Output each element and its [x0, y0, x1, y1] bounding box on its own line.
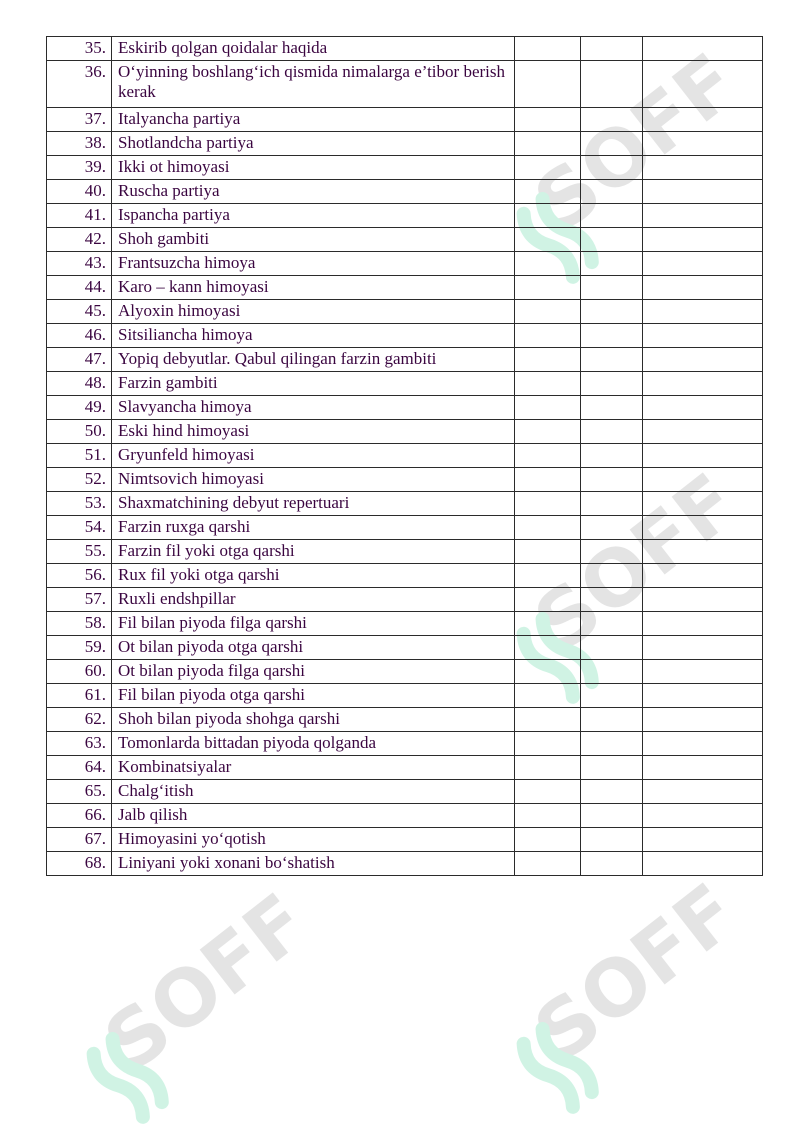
col-a-cell — [515, 108, 581, 132]
row-number: 56. — [47, 564, 112, 588]
topics-table-body — [47, 37, 763, 876]
watermark-logo-bottom-right — [490, 850, 760, 1130]
row-topic: Ispancha partiya — [112, 204, 515, 228]
row-topic: Chalg‘itish — [112, 780, 515, 804]
col-a-cell — [515, 396, 581, 420]
col-a-cell — [515, 372, 581, 396]
row-topic: Liniyani yoki xonani bo‘shatish — [112, 852, 515, 876]
col-a-cell — [515, 780, 581, 804]
col-c-cell — [643, 156, 763, 180]
row-number: 42. — [47, 228, 112, 252]
col-c-cell — [643, 804, 763, 828]
col-c-cell — [643, 348, 763, 372]
row-topic: Fil bilan piyoda filga qarshi — [112, 612, 515, 636]
col-c-cell — [643, 516, 763, 540]
col-b-cell — [581, 204, 643, 228]
topics-table — [46, 36, 763, 876]
table-row — [47, 324, 763, 348]
row-topic: Ikki ot himoyasi — [112, 156, 515, 180]
row-number: 53. — [47, 492, 112, 516]
row-topic: Tomonlarda bittadan piyoda qolganda — [112, 732, 515, 756]
col-b-cell — [581, 300, 643, 324]
table-row — [47, 37, 763, 61]
col-c-cell — [643, 108, 763, 132]
row-number: 35. — [47, 37, 112, 61]
row-number: 67. — [47, 828, 112, 852]
col-c-cell — [643, 756, 763, 780]
col-a-cell — [515, 516, 581, 540]
row-number: 43. — [47, 252, 112, 276]
col-c-cell — [643, 228, 763, 252]
row-topic: Rux fil yoki otga qarshi — [112, 564, 515, 588]
col-b-cell — [581, 372, 643, 396]
row-topic: Ruscha partiya — [112, 180, 515, 204]
col-a-cell — [515, 300, 581, 324]
row-number: 64. — [47, 756, 112, 780]
col-b-cell — [581, 588, 643, 612]
row-number: 51. — [47, 444, 112, 468]
row-number: 46. — [47, 324, 112, 348]
row-topic: Sitsiliancha himoya — [112, 324, 515, 348]
row-number: 41. — [47, 204, 112, 228]
row-number: 52. — [47, 468, 112, 492]
col-c-cell — [643, 132, 763, 156]
col-b-cell — [581, 516, 643, 540]
row-number: 54. — [47, 516, 112, 540]
col-b-cell — [581, 540, 643, 564]
row-number: 49. — [47, 396, 112, 420]
col-b-cell — [581, 468, 643, 492]
col-a-cell — [515, 420, 581, 444]
svg-text:SOFF: SOFF — [518, 867, 755, 1080]
row-number: 65. — [47, 780, 112, 804]
row-topic: Alyoxin himoyasi — [112, 300, 515, 324]
row-topic: Nimtsovich himoyasi — [112, 468, 515, 492]
col-c-cell — [643, 588, 763, 612]
col-c-cell — [643, 372, 763, 396]
row-topic: Farzin ruxga qarshi — [112, 516, 515, 540]
table-row — [47, 396, 763, 420]
col-c-cell — [643, 300, 763, 324]
table-row — [47, 732, 763, 756]
row-topic: Gryunfeld himoyasi — [112, 444, 515, 468]
col-b-cell — [581, 108, 643, 132]
col-c-cell — [643, 852, 763, 876]
col-c-cell — [643, 276, 763, 300]
watermark-logo-bottom-left — [60, 860, 330, 1140]
col-b-cell — [581, 612, 643, 636]
table-row — [47, 372, 763, 396]
col-c-cell — [643, 37, 763, 61]
table-row — [47, 780, 763, 804]
col-c-cell — [643, 780, 763, 804]
col-b-cell — [581, 756, 643, 780]
col-c-cell — [643, 564, 763, 588]
col-b-cell — [581, 61, 643, 108]
row-topic: Shoh bilan piyoda shohga qarshi — [112, 708, 515, 732]
row-number: 40. — [47, 180, 112, 204]
row-number: 44. — [47, 276, 112, 300]
table-row — [47, 61, 763, 108]
col-b-cell — [581, 156, 643, 180]
table-row — [47, 204, 763, 228]
table-row — [47, 348, 763, 372]
row-number: 57. — [47, 588, 112, 612]
col-c-cell — [643, 252, 763, 276]
table-row — [47, 516, 763, 540]
col-a-cell — [515, 132, 581, 156]
col-c-cell — [643, 468, 763, 492]
row-number: 48. — [47, 372, 112, 396]
svg-text:SOFF: SOFF — [518, 37, 755, 250]
table-row — [47, 564, 763, 588]
col-a-cell — [515, 852, 581, 876]
table-row — [47, 492, 763, 516]
col-a-cell — [515, 708, 581, 732]
table-row — [47, 132, 763, 156]
row-topic: Farzin gambiti — [112, 372, 515, 396]
row-number: 58. — [47, 612, 112, 636]
col-c-cell — [643, 540, 763, 564]
row-topic: Eskirib qolgan qoidalar haqida — [112, 37, 515, 61]
col-c-cell — [643, 708, 763, 732]
col-c-cell — [643, 612, 763, 636]
table-row — [47, 468, 763, 492]
row-topic: Farzin fil yoki otga qarshi — [112, 540, 515, 564]
table-row — [47, 852, 763, 876]
table-row — [47, 612, 763, 636]
row-topic: Himoyasini yo‘qotish — [112, 828, 515, 852]
col-b-cell — [581, 396, 643, 420]
col-a-cell — [515, 156, 581, 180]
col-b-cell — [581, 132, 643, 156]
row-topic: Karo – kann himoyasi — [112, 276, 515, 300]
col-a-cell — [515, 37, 581, 61]
col-c-cell — [643, 204, 763, 228]
row-topic: Ot bilan piyoda filga qarshi — [112, 660, 515, 684]
col-a-cell — [515, 612, 581, 636]
col-b-cell — [581, 348, 643, 372]
table-row — [47, 684, 763, 708]
row-number: 61. — [47, 684, 112, 708]
row-number: 50. — [47, 420, 112, 444]
table-row — [47, 108, 763, 132]
col-c-cell — [643, 732, 763, 756]
col-a-cell — [515, 468, 581, 492]
col-a-cell — [515, 204, 581, 228]
row-topic: Shoh gambiti — [112, 228, 515, 252]
table-row — [47, 156, 763, 180]
col-c-cell — [643, 396, 763, 420]
row-number: 63. — [47, 732, 112, 756]
row-number: 39. — [47, 156, 112, 180]
col-c-cell — [643, 61, 763, 108]
row-topic: Fil bilan piyoda otga qarshi — [112, 684, 515, 708]
row-number: 37. — [47, 108, 112, 132]
col-b-cell — [581, 180, 643, 204]
row-topic: Shotlandcha partiya — [112, 132, 515, 156]
col-a-cell — [515, 660, 581, 684]
col-c-cell — [643, 180, 763, 204]
table-row — [47, 300, 763, 324]
col-b-cell — [581, 324, 643, 348]
row-topic: O‘yinning boshlang‘ich qismida nimalarga e’tibor berish kerak — [112, 61, 515, 108]
col-c-cell — [643, 636, 763, 660]
col-a-cell — [515, 636, 581, 660]
col-c-cell — [643, 324, 763, 348]
col-a-cell — [515, 828, 581, 852]
col-b-cell — [581, 636, 643, 660]
table-row — [47, 180, 763, 204]
table-row — [47, 420, 763, 444]
row-topic: Eski hind himoyasi — [112, 420, 515, 444]
col-c-cell — [643, 492, 763, 516]
col-c-cell — [643, 444, 763, 468]
table-row — [47, 444, 763, 468]
table-row — [47, 252, 763, 276]
table-row — [47, 540, 763, 564]
col-b-cell — [581, 420, 643, 444]
row-topic: Yopiq debyutlar. Qabul qilingan farzin gambiti — [112, 348, 515, 372]
row-number: 47. — [47, 348, 112, 372]
col-b-cell — [581, 852, 643, 876]
row-number: 66. — [47, 804, 112, 828]
col-b-cell — [581, 684, 643, 708]
table-row — [47, 708, 763, 732]
col-a-cell — [515, 276, 581, 300]
row-number: 68. — [47, 852, 112, 876]
col-a-cell — [515, 180, 581, 204]
row-number: 36. — [47, 61, 112, 108]
row-topic: Kombinatsiyalar — [112, 756, 515, 780]
row-topic: Frantsuzcha himoya — [112, 252, 515, 276]
col-a-cell — [515, 564, 581, 588]
col-b-cell — [581, 276, 643, 300]
row-number: 38. — [47, 132, 112, 156]
table-row — [47, 804, 763, 828]
row-number: 60. — [47, 660, 112, 684]
row-number: 59. — [47, 636, 112, 660]
table-row — [47, 828, 763, 852]
col-b-cell — [581, 252, 643, 276]
row-number: 55. — [47, 540, 112, 564]
col-a-cell — [515, 732, 581, 756]
col-b-cell — [581, 660, 643, 684]
row-number: 45. — [47, 300, 112, 324]
table-row — [47, 588, 763, 612]
col-c-cell — [643, 828, 763, 852]
col-a-cell — [515, 588, 581, 612]
col-b-cell — [581, 492, 643, 516]
col-b-cell — [581, 708, 643, 732]
col-b-cell — [581, 37, 643, 61]
col-a-cell — [515, 444, 581, 468]
col-a-cell — [515, 684, 581, 708]
table-row — [47, 660, 763, 684]
table-row — [47, 756, 763, 780]
col-c-cell — [643, 684, 763, 708]
row-number: 62. — [47, 708, 112, 732]
col-b-cell — [581, 564, 643, 588]
col-b-cell — [581, 228, 643, 252]
col-c-cell — [643, 660, 763, 684]
col-a-cell — [515, 324, 581, 348]
col-b-cell — [581, 732, 643, 756]
col-b-cell — [581, 804, 643, 828]
row-topic: Ruxli endshpillar — [112, 588, 515, 612]
col-a-cell — [515, 756, 581, 780]
table-row — [47, 276, 763, 300]
table-row — [47, 636, 763, 660]
svg-text:SOFF: SOFF — [518, 457, 755, 670]
col-a-cell — [515, 492, 581, 516]
row-topic: Ot bilan piyoda otga qarshi — [112, 636, 515, 660]
row-topic: Slavyancha himoya — [112, 396, 515, 420]
col-b-cell — [581, 444, 643, 468]
col-a-cell — [515, 540, 581, 564]
col-a-cell — [515, 61, 581, 108]
col-b-cell — [581, 780, 643, 804]
row-topic: Shaxmatchining debyut repertuari — [112, 492, 515, 516]
col-a-cell — [515, 348, 581, 372]
col-b-cell — [581, 828, 643, 852]
col-c-cell — [643, 420, 763, 444]
col-a-cell — [515, 252, 581, 276]
col-a-cell — [515, 228, 581, 252]
col-a-cell — [515, 804, 581, 828]
row-topic: Jalb qilish — [112, 804, 515, 828]
svg-text:SOFF: SOFF — [88, 877, 325, 1090]
row-topic: Italyancha partiya — [112, 108, 515, 132]
table-row — [47, 228, 763, 252]
